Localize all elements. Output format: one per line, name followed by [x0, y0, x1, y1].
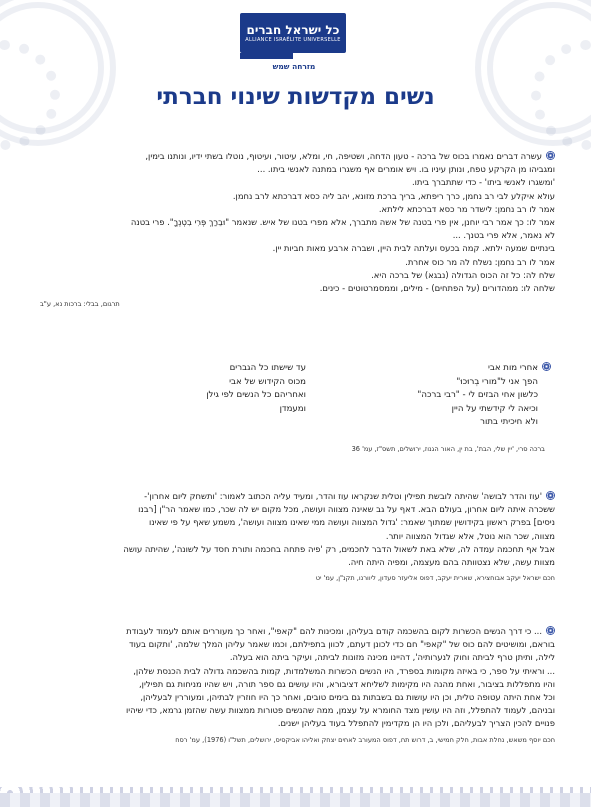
bullet-ornament-icon: [546, 151, 555, 160]
text-line: ... וראיתי על ספר, כי באיזה מקומות בספרד, היו הנשים הכשרות המשלמדות, קמות בהשכמה גדולה לבית הכנסת שלהן,: [133, 665, 555, 676]
logo-subtitle: מזרחה שמש: [272, 62, 316, 71]
source-citation: תרגום, בבלי: ברכות נא, ע"ב: [40, 300, 120, 309]
text-line: אמר לו: כך אמר רבי יוחנן, אין פרי בטנה של אשה מתברך, אלא מפרי בטנו של איש. שנאמר "וּבֵרַךְ פְּרִי בִטְנְךָ". פרי בטנה: [130, 217, 555, 228]
text-line: ניסים] בפרק ראשון בקידושין שמתוך שאמר: 'גדול המצווה ועושה ממי שאינו מצווה ועושה', משמע שאף על פי שאינו: [149, 517, 555, 528]
text-line: 'עוז והדר לבושה' שהיתה לובשת תפילין וטלית שנקראו עוז והדר, ומעיד עליה הכתוב לאמור: 'ותשחק ליום אחרון'-: [144, 491, 542, 501]
source-citation: ברכה סרי, 'יין שלי, הבת', בת ין, האור הגנוז, ירושלים, תשס"ז, עמ' 36: [351, 445, 545, 453]
poem-line: ואחריהם כל הנשים לפי גילן: [206, 390, 306, 401]
poem-line: וכיאה לי קידשתי על היין: [451, 403, 538, 414]
section-mashash: [40, 625, 555, 747]
poem-right-column: [301, 362, 551, 430]
text-line: אמר לו רב נחמן: נשלח לה מר כוס אחרת.: [405, 256, 555, 267]
logo: [240, 13, 348, 71]
text-line: אבל אף תחכמה עמדה לה, שלא באת לשאול הדבר לחכמים, רק 'פיה פתחה בחכמה ותורת חסד על לשונה', שהיתה עושה: [123, 543, 555, 554]
text-line: ששכרה איתה ליום אחרון, בעולם הבא. דאף על גב שאינה מצווה ועושה, מכל מקום יש לה שכר, כמו שאמר הר"ן [רבנו: [138, 504, 555, 515]
logo-badge: [240, 13, 346, 53]
text-line: ובניהם, לעמוד להתפלל, וזה היו עושין מצד החומרא על עצמן, ממה שהנשים פטורות ממצוות עשה שהזמן גרמא, כדי שיהיו: [125, 705, 555, 716]
text-line: 'ומשגרו לאנשי ביתו' - כדי שתתברך ביתו.: [411, 177, 555, 188]
bullet-ornament-icon: [546, 626, 555, 635]
text-line: אמר לו רב נחמן: לישדר מר כסא דברכתא לילתא.: [378, 203, 555, 214]
page-title: נשים מקדשות שינוי חברתי: [156, 84, 435, 110]
bullet-ornament-icon: [542, 362, 551, 371]
poem-line: עד שישתו כל הגברים: [229, 363, 306, 373]
section-abuhatzeira: [40, 490, 555, 585]
footer-ornament-band: [0, 793, 591, 807]
text-line: שלח לה: כל זה הכוס הגדולה (נבגא) של ברכה היא.: [371, 269, 555, 280]
poem-line: ולא חיכיתי בתור: [480, 417, 538, 428]
text-line: והיו מתפללות בציבור, ואחת מהנה היו מקימות לשליחא דציבורא, והיו עושים גם ספר תורה, ויש שהיו מניחות גם תפילין,: [139, 678, 555, 689]
text-line: עשרה דברים נאמרו בכוס של ברכה - טעון הדחה, ושטיפה, חי, ומלא, עיטור, ועיטוף, נוטלו בשתי ידיו, ונותנו בימין,: [145, 151, 542, 161]
text-line: ... כי דרך הנשים הכשרות לקום בהשכמה קודם בעליהן, ומכינות להם "קאפי", ואחר כך מעוררים אותם לעמוד לעבודת: [126, 626, 542, 636]
text-line: פנויים להכין הצריך לבעליהם, ולכן היו הן מקדימין להתפלל בעוד בעליהן ישנים.: [277, 718, 555, 729]
text-line: שלחה לו: ממהדורים (על הפתחים) - מילים, וממסמרטוטים - כינים.: [319, 283, 555, 294]
poem-line: הפך אני ל"מורי בְרוּכוּ": [456, 376, 538, 387]
poem-line: אחרי מות אבי: [487, 363, 538, 373]
text-line: וכל אחת היתה עטופה טלית, וכן היו עושות גם בשבתות גם בימים טובים, ואחר כך היו חוזרין לבתיהן, ומעוררין לבעליהן,: [140, 692, 555, 703]
section-talmud: [40, 150, 555, 311]
text-line: בינתיים שמעה ילתא. קמה בכעס ועלתה לבית היין, ושברה ארבע מאות חביות יין.: [272, 243, 555, 254]
poem-line: ומעמדן: [279, 403, 306, 414]
poem-line: מכוס הקידוש של אבי: [229, 376, 306, 387]
poem-line: כלשון אחי הבזים לי - "רבי ברכה": [417, 390, 538, 401]
text-line: מצוות עשה, שלא נצטוותה בהם מעצמה, ומפיה היתה חיה.: [348, 557, 555, 568]
source-citation: חכם יוסף משאש, נחלת אבות, חלק חמישי, ב, דרוש תח, דפוס המעורב לאחים יצחק ואליהו אביקסיס, ירושלים, תשל"ו (1976), עמ' רסח: [175, 735, 555, 744]
logo-hebrew-text: כל ישראל חברים: [246, 22, 340, 37]
poem-left-column: [136, 362, 306, 416]
text-line: מצווה, שכר הוא נוטל, אלא שגדול המצווה יותר.: [385, 530, 555, 541]
text-line: בוראם, ומושיטים להם כוס של "קאפי" חם כדי לכונן דעתם, לכוון בתפילתם, וכמו שאמר עליהן המלך שלמה, 'ותקום בעוד: [129, 639, 555, 650]
text-line: ומגביהו מן הקרקע טפח, ונותן עיניו בו. ויש אומרים אף משגרו במתנה לאנשי ביתו. ...: [257, 164, 555, 175]
text-line: לילה, ותיתן טרף לביתה וחוק לנערותיה', דהיינו מכינה מזונות לביתה, ועיקר ביתה הוא בעלה.: [229, 652, 555, 663]
bullet-ornament-icon: [546, 491, 555, 500]
source-citation: חכם ישראל יעקב אבוחצירא, שארית יעקב, דפוס אליעזר סעדון, ליוורנו, תקנ"ן, עמ' יט: [315, 574, 555, 583]
logo-french-text: ALLIANCE ISRAÉLITE UNIVERSELLE: [245, 36, 341, 43]
text-line: עולא איקלע לבי רב נחמן, כרך ריפתא, בריך ברכת מזונא, יהב ליה כסא דברכתא לרב נחמן.: [232, 190, 555, 201]
text-line: לא נאמר, אלא פרי בטנך. ...: [452, 230, 555, 241]
